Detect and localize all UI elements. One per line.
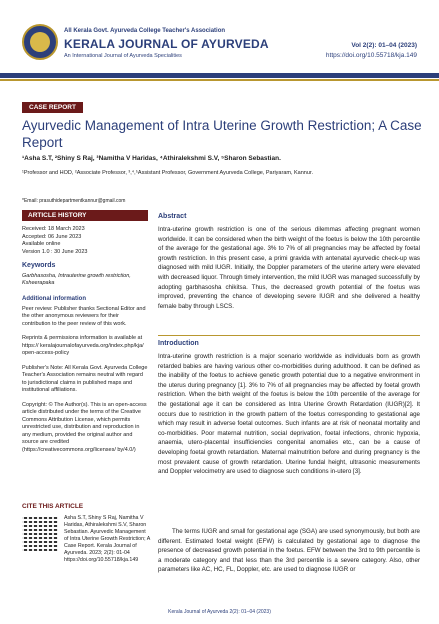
version-date: Version 1.0 : 30 June 2023 xyxy=(22,248,88,255)
peer-review-text: Peer review: Publisher thanks Sectional Editor and the other anonymous reviewers for their contribution to the peer review of this work. xyxy=(22,305,146,327)
citation-text: Asha S.T, Shiny S Raj, Namitha V Haridas, Athiralekshmi S.V, Sharon Sebastian. Ayurvedic Management of Intra Uterine Growth Restriction; A Case Report. Kerala Journal of Ayurveda. 2023; 2(2): 01-04 https://doi.org/10.55718/kja.149 xyxy=(64,515,150,563)
article-history xyxy=(22,226,148,256)
introduction-paragraph-2: The terms IUGR and small for gestational age (SGA) are used synonymously, but both are different. Estimated foetal weight (EFW) is calculated by gestational age to diagnose the presence of decreased growth potential in the foetus. EFW between the 3rd to 9th percentile is a moderate category and that less than the 3rd percentile is a severe category. Also, other parameters like AC, HC, FL, Doppler, etc. are used to diagnose IUGR or xyxy=(158,528,420,574)
keywords-block xyxy=(22,262,148,288)
abstract-divider xyxy=(158,335,420,336)
journal-header xyxy=(0,0,439,78)
publisher-note-text: Publisher's Note: All Kerala Govt. Ayurveda College Teacher's Association remains neutral with regard to jurisdictional claims in published maps and institutional affiliations. xyxy=(22,364,148,393)
abstract-heading: Abstract xyxy=(158,213,187,220)
introduction-paragraph-1: Intra-uterine growth restriction is a major scenario worldwide as individuals born as growth retarded babies are having various other co-morbidities during adulthood. It can be defined as the inability of the foetus to achieve genetic growth potential due to a negative environment in the uterus during pregnancy [1]. 3% to 7% of all pregnancies may be affected by foetal growth restriction. When the birth weight of the foetus is below the 10th percentile of the average for the gestational age it can be considered as Intra Uterine Growth Retardation (IUGR)[2]. It occurs due to restriction in the growth pattern of the foetus corresponding to gestational age which may result in adverse foetal outcomes. Such infants are at risk of neonatal mortality and co-morbidities. Poor maternal nutrition, social deprivation, foetal infections, chronic hypoxia, anaemia, utero-placental insufficiencies congenital anomalies etc., can be a cause of developing foetal growth retardation. Maternal malnutrition before and during pregnancy is the most prevalent cause of growth retardation. Uterine fundal height, ultrasonic measurements and Doppler velocimetry are used to diagnose such conditions in-utero [3]. xyxy=(158,353,420,476)
introduction-heading: Introduction xyxy=(158,340,199,347)
article-title: Ayurvedic Management of Intra Uterine Growth Restriction; A Case Report xyxy=(22,118,422,150)
additional-info xyxy=(22,296,148,454)
journal-subtitle: An International Journal of Ayurveda Specialities xyxy=(64,53,182,59)
affiliation: ¹Professor and HOD, ²Associate Professor, ³,⁴,⁵Assistant Professor, Government Ayurveda College, Pariyaram, Kannur. xyxy=(22,170,313,176)
additional-heading: Additional information xyxy=(22,296,86,302)
keywords-text: Garbhasosha, Intrauterine growth restriction, Ksheerapaka xyxy=(22,272,131,286)
received-date: Received: 18 March 2023 xyxy=(22,226,85,232)
cite-heading: CITE THIS ARTICLE xyxy=(22,503,84,510)
journal-name: KERALA JOURNAL OF AYURVEDA xyxy=(64,37,269,51)
header-divider-bar xyxy=(0,73,439,78)
abstract-text: Intra-uterine growth restriction is one of the serious dilemmas affecting pregnant women worldwide. It can be considered when the birth weight of the foetus is below the 10th percentile of the average for the gestational age. 3% to 7% of all pregnancies may be affected by foetal growth restriction. In this present case, a primi gravida with antenatal ayurvedic check-up was diagnosed with mild IUGR. Initially, the Doppler parameters of the uterine artery were elevated with decreased liquor. Through timely intervention, the mild IUGR was managed successfully by adopting garbhasosha chikitsa. Thus, the decreased growth potential of the foetus was improved, preventing the chance of developing severe IUGR and she delivered a healthy female baby through LSCS. xyxy=(158,226,420,310)
copyright-text: Copyright: © The Author(s). This is an open-access article distributed under the terms of the Creative Commons Attribution License, which permits unrestricted use, distribution and reproduction in any medium, provided the original author and source are credited (https://creativecommons.org/licenses/ by/4.0/) xyxy=(22,401,147,453)
article-type-badge: CASE REPORT xyxy=(22,102,83,113)
header-gold-line xyxy=(0,79,439,81)
article-history-heading: ARTICLE HISTORY xyxy=(22,210,148,221)
page-footer: Kerala Journal of Ayurveda 2(2): 01–04 (2023) xyxy=(168,609,271,615)
volume-info: Vol 2(2): 01–04 (2023) xyxy=(351,42,417,49)
doi-link[interactable]: https://doi.org/10.55718/kja.149 xyxy=(325,52,417,59)
author-list: ¹Asha S.T, ²Shiny S Raj, ³Namitha V Haridas, ⁴Athiralekshmi S.V, ⁵Sharon Sebastian. xyxy=(22,155,281,162)
association-name: All Kerala Govt. Ayurveda College Teacher's Association xyxy=(64,28,226,34)
available-online: Available online xyxy=(22,241,61,247)
journal-logo-icon xyxy=(22,24,58,60)
keywords-heading: Keywords xyxy=(22,262,56,269)
accepted-date: Accepted: 06 June 2023 xyxy=(22,233,82,240)
reprints-text[interactable]: Reprints & permissions information is available at https:// keralajournalofayurveda.org/index.php/kja/ open-access-policy xyxy=(22,335,144,356)
corresponding-email[interactable]: *Email: prasuthidepartmentkannur@gmail.com xyxy=(22,198,126,204)
